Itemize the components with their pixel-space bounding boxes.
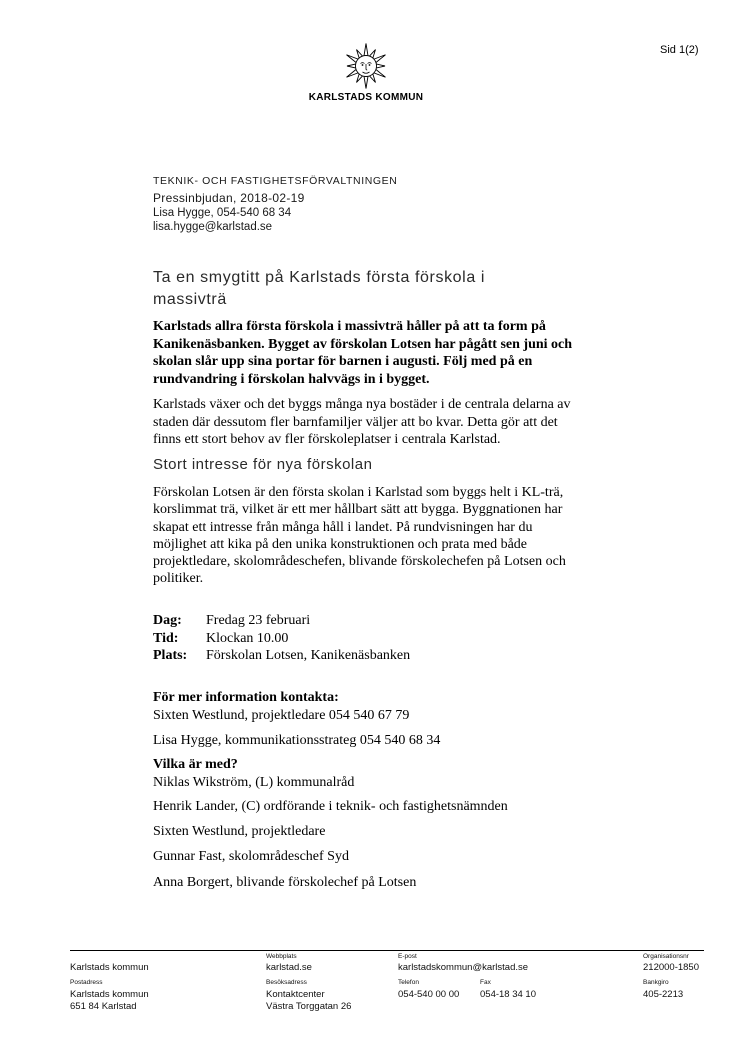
- footer-fax-label: Fax: [480, 979, 491, 986]
- lead-line: Kanikenäsbanken. Bygget av förskolan Lotsen har pågått sen juni och: [153, 336, 573, 352]
- department-name: TEKNIK- OCH FASTIGHETSFÖRVALTNINGEN: [153, 175, 398, 187]
- footer-postal-line: Karlstads kommun: [70, 989, 149, 1000]
- body-paragraph-2: [153, 484, 566, 588]
- body-line: korslimmat trä, vilket är ett mer hållbart sätt att bygga. Byggnationen har: [153, 502, 563, 518]
- footer-email-value: karlstadskommun@karlstad.se: [398, 962, 529, 973]
- detail-value: Fredag 23 februari: [206, 613, 311, 628]
- body-line: Karlstads växer och det byggs många nya bostäder i de centrala delarna av: [153, 397, 571, 412]
- footer-visiting-label: Besöksadress: [266, 979, 307, 986]
- footer-divider: [70, 950, 704, 951]
- sun-ray: [364, 44, 368, 57]
- document-title: [153, 267, 485, 311]
- participant-line: Niklas Wikström, (L) kommunalråd: [153, 774, 355, 790]
- lead-line: skolan slår upp sina portar för barnen i augusti. Följ med på en: [153, 354, 533, 370]
- body-line: möjlighet att kika på den unika konstruktionen och prata med både: [153, 536, 528, 552]
- footer-org-name: Karlstads kommun: [70, 962, 149, 973]
- document-type-date: Pressinbjudan, 2018-02-19: [153, 191, 305, 205]
- contact-name-phone: Lisa Hygge, 054-540 68 34: [153, 207, 292, 219]
- participant-line: Anna Borgert, blivande förskolechef på Lotsen: [153, 875, 417, 890]
- body-paragraph-1: [153, 396, 571, 449]
- body-line: staden där dessutom fler barnfamiljer väljer att bo kvar. Detta gör att det: [153, 414, 558, 430]
- body-line: projektledare, skolområdeschefen, blivande förskolechefen på Lotsen och: [153, 554, 566, 570]
- page-number: Sid 1(2): [660, 44, 699, 56]
- detail-label: Dag:: [153, 613, 182, 628]
- event-details: [153, 612, 553, 665]
- contact-email: lisa.hygge@karlstad.se: [153, 221, 273, 233]
- body-line: skapat ett intresse från många håll i landet. På rundvisningen har du: [153, 519, 533, 535]
- body-line: politiker.: [153, 571, 204, 587]
- more-info-heading: För mer information kontakta:: [153, 690, 339, 705]
- detail-label: Plats:: [153, 648, 188, 663]
- footer-fax-value: 054-18 34 10: [480, 989, 536, 1000]
- footer-bankgiro-label: Bankgiro: [643, 979, 669, 986]
- body-line: Förskolan Lotsen är den första skolan i Karlstad som byggs helt i KL-trä,: [153, 485, 564, 500]
- footer-org-number-value: 212000-1850: [643, 962, 699, 973]
- body-line: finns ett stort behov av fler förskoleplatser i centrala Karlstad.: [153, 432, 501, 447]
- lead-line: rundvandring i förskolan halvvägs in i bygget.: [153, 372, 430, 388]
- lead-paragraph: [153, 318, 572, 389]
- sun-ray: [364, 76, 368, 89]
- sun-ray: [376, 64, 385, 68]
- participant-line: Sixten Westlund, projektledare: [153, 824, 326, 839]
- contact-line: Lisa Hygge, kommunikationsstrateg 054 540 68 34: [153, 733, 441, 748]
- detail-row-place: [153, 647, 553, 665]
- title-line: massivträ: [153, 291, 227, 308]
- sun-ray: [347, 64, 356, 68]
- footer-postal-line: 651 84 Karlstad: [70, 1001, 137, 1012]
- footer-bankgiro-value: 405-2213: [643, 989, 684, 1000]
- participant-line: Henrik Lander, (C) ordförande i teknik- och fastighetsnämnden: [153, 799, 508, 814]
- footer-website-label: Webbplats: [266, 953, 297, 960]
- footer-website-value: karlstad.se: [266, 962, 312, 973]
- footer-org-number-label: Organisationsnr: [643, 953, 689, 960]
- footer-phone-value: 054-540 00 00: [398, 989, 460, 1000]
- contact-line: Sixten Westlund, projektledare 054 540 67 79: [153, 707, 410, 723]
- detail-value: Förskolan Lotsen, Kanikenäsbanken: [206, 648, 411, 663]
- sun-logo-icon: [342, 42, 390, 90]
- logo-wordmark: KARLSTADS KOMMUN: [308, 92, 424, 103]
- title-line: Ta en smygtitt på Karlstads första förskola i: [153, 269, 486, 286]
- lead-line: Karlstads allra första förskola i massivträ håller på att ta form på: [153, 319, 546, 334]
- detail-value: Klockan 10.00: [206, 630, 289, 646]
- section-subheading: Stort intresse för nya förskolan: [153, 456, 373, 473]
- footer-postal-label: Postadress: [70, 979, 103, 986]
- participant-line: Gunnar Fast, skolområdeschef Syd: [153, 849, 349, 864]
- detail-label: Tid:: [153, 630, 179, 646]
- footer-visiting-line: Kontaktcenter: [266, 989, 325, 1000]
- participants-heading: Vilka är med?: [153, 757, 238, 772]
- footer-visiting-line: Västra Torggatan 26: [266, 1001, 352, 1012]
- detail-row-day: [153, 612, 553, 630]
- footer-email-label: E-post: [398, 953, 417, 960]
- detail-row-time: [153, 630, 553, 648]
- footer-phone-label: Telefon: [398, 979, 419, 986]
